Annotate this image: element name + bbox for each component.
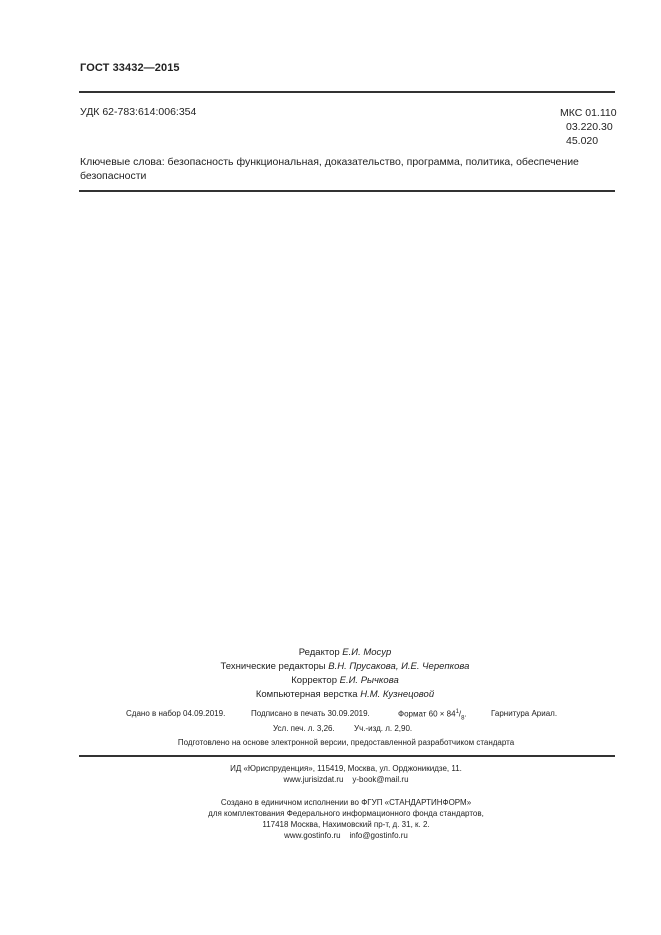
keywords-divider (79, 190, 615, 192)
credit-person: В.Н. Прусакова, И.Е. Черепкова (328, 661, 470, 672)
bottom-divider (79, 755, 615, 757)
udc-code: УДК 62-783:614:006:354 (80, 106, 197, 118)
credit-role: Компьютерная верстка (255, 689, 358, 700)
keywords: Ключевые слова: безопасность функциональная, доказательство, программа, политика, обеспечение безопасности (80, 156, 579, 182)
format-suffix: . (464, 709, 467, 719)
creator-address: 117418 Москва, Нахимовский пр-т, д. 31, к. 2. (262, 820, 430, 829)
mks-code: 45.020 (566, 135, 599, 147)
publisher-address: ИД «Юриспруденция», 115419, Москва, ул. Орджоникидзе, 11. (230, 764, 462, 773)
print-sheets: Усл. печ. л. 3,26. (273, 724, 335, 733)
mks-code: 03.220.30 (566, 121, 613, 133)
format-prefix: Формат 60 × 84 (398, 709, 456, 719)
format-slash: / (458, 709, 462, 719)
top-divider (79, 91, 615, 93)
credit-line (150, 660, 540, 674)
format-numerator: 1 (455, 709, 459, 715)
credit-line (150, 674, 540, 688)
publisher-sheets: Уч.-изд. л. 2,90. (354, 724, 413, 733)
credit-person: Е.И. Мосур (342, 647, 392, 658)
paper-format (398, 709, 467, 721)
credit-person: Е.И. Рычкова (339, 675, 399, 686)
submitted-date: Сдано в набор 04.09.2019. (126, 709, 226, 718)
typeface: Гарнитура Ариал. (491, 709, 558, 718)
publisher-contacts: www.jurisizdat.ru y-book@mail.ru (283, 775, 409, 784)
creator-info (80, 797, 612, 841)
credit-role: Корректор (291, 675, 337, 686)
mks-codes (560, 106, 620, 148)
format-denominator: 8 (461, 715, 465, 722)
creator-line: Создано в единичном исполнении во ФГУП «СТАНДАРТИНФОРМ» (220, 798, 472, 807)
credit-line (150, 646, 540, 660)
credit-person: Н.М. Кузнецовой (360, 689, 435, 700)
mks-label: МКС 01.110 (560, 107, 617, 119)
credit-role: Технические редакторы (220, 661, 326, 672)
signed-date: Подписано в печать 30.09.2019. (251, 709, 370, 718)
credit-role: Редактор (298, 647, 340, 658)
creator-line: для комплектования Федерального информационного фонда стандартов, (208, 809, 484, 818)
credits (150, 646, 540, 702)
credit-line (150, 688, 540, 702)
publisher-info (80, 763, 612, 785)
document-id: ГОСТ 33432—2015 (80, 62, 180, 74)
prepared-note: Подготовлено на основе электронной версии, предоставленной разработчиком стандарта (177, 738, 515, 747)
creator-contacts: www.gostinfo.ru info@gostinfo.ru (284, 831, 408, 840)
